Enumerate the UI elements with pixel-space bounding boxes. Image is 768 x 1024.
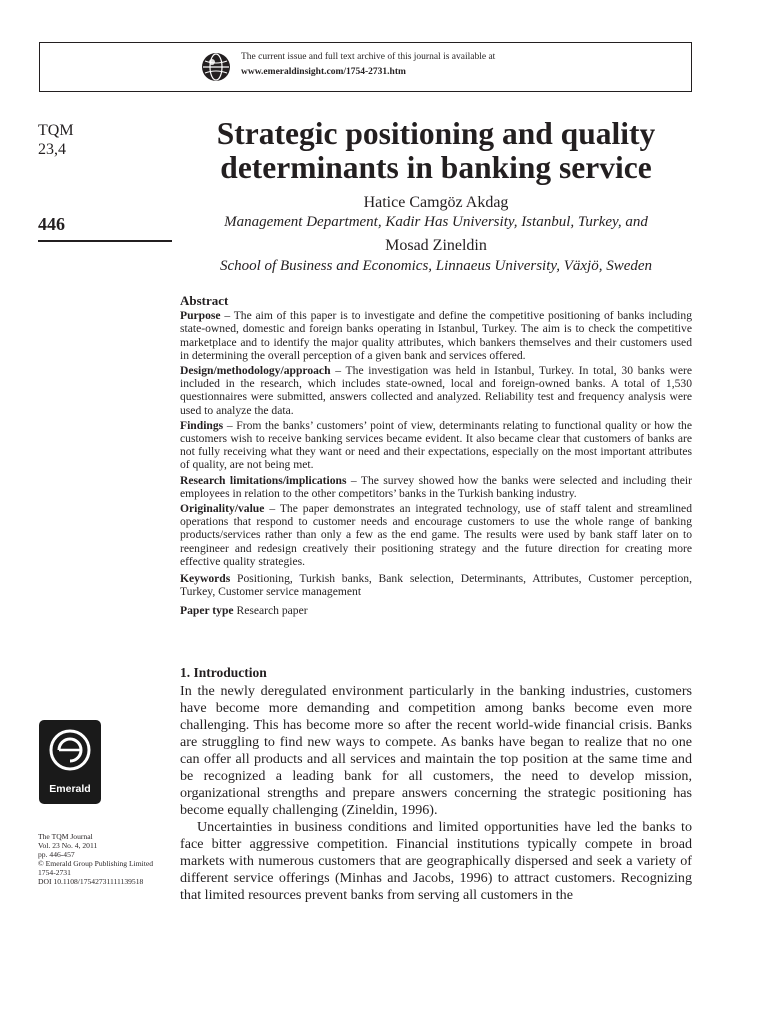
keywords-label: Keywords <box>180 572 231 586</box>
pubinfo-volume: Vol. 23 No. 4, 2011 <box>38 841 98 850</box>
publication-info <box>38 832 178 886</box>
pubinfo-doi: DOI 10.1108/17542731111139518 <box>38 877 144 886</box>
findings-text: – From the banks’ customers’ point of view, determinants relating to functional quality or how the customers wish to receive banking services became evident. It also became clear that customers of banks are not fully receiving what they want or need and their expectations, especially on the most important attributes of quality, are not being met. <box>180 418 692 472</box>
abstract-purpose <box>180 309 692 362</box>
banner-availability-text: The current issue and full text archive of this journal is available at <box>241 52 496 62</box>
introduction-body <box>180 683 692 904</box>
page-number-rule <box>38 240 172 242</box>
abstract-heading: Abstract <box>180 293 229 308</box>
title-line-2: determinants in banking service <box>220 150 652 185</box>
journal-banner <box>39 42 692 92</box>
journal-abbrev: TQM <box>38 122 74 139</box>
purpose-label: Purpose <box>180 309 221 323</box>
globe-icon <box>201 52 231 82</box>
limitations-text: – The survey showed how the banks were selected and including their employees in relation to the other competitors’ banks in the Turkish banking industry. <box>180 473 692 500</box>
abstract-findings <box>180 419 692 472</box>
abstract <box>180 294 692 620</box>
intro-paragraph-1: In the newly deregulated environment particularly in the banking industries, customers have become more demanding and competition among banks become even more challenging. This has become more so after the recent world-wide financial crisis. Banks are struggling to find new ways to compete. As banks have began to realize that no one can offer all products and all services and maintain the top position at the same time and be recognized a leading bank for all customers, the need to develop mission, organizational strengths and prepare answers concerning the strategic positioning has become equally challenging (Zineldin, 1996). <box>180 683 692 818</box>
banner-url-link[interactable]: www.emeraldinsight.com/1754-2731.htm <box>241 67 406 77</box>
paper-title <box>180 117 692 185</box>
abstract-paper-type <box>180 604 692 617</box>
abstract-originality <box>180 502 692 568</box>
findings-label: Findings <box>180 418 224 432</box>
author-name-2: Mosad Zineldin <box>385 237 487 254</box>
page-number: 446 <box>38 214 65 234</box>
emerald-logo-text: Emerald <box>49 783 91 795</box>
paper-type-label: Paper type <box>180 604 234 618</box>
limitations-label: Research limitations/implications <box>180 473 347 487</box>
abstract-design <box>180 364 692 417</box>
title-line-1: Strategic positioning and quality <box>216 116 656 151</box>
pubinfo-copyright: © Emerald Group Publishing Limited <box>38 859 154 868</box>
paper-type-text: Research paper <box>233 604 308 618</box>
abstract-limitations <box>180 474 692 500</box>
originality-label: Originality/value <box>180 502 265 516</box>
design-text: – The investigation was held in Istanbul, Turkey. In total, 30 banks were included in the research, which includes state-owned, local and foreign-owned banks. A total of 1,530 questionnaires were submitted, answers collected and analyzed. Reliability test and frequency analysis were used to analyze the data. <box>180 364 692 417</box>
emerald-logo-mark-icon <box>39 720 101 782</box>
journal-code <box>38 121 173 159</box>
section-heading-introduction: 1. Introduction <box>180 665 267 680</box>
author-affiliation-1: Management Department, Kadir Has University, Istanbul, Turkey, and <box>224 214 648 230</box>
author-affiliation-2: School of Business and Economics, Linnaeus University, Växjö, Sweden <box>219 258 653 274</box>
purpose-text: – The aim of this paper is to investigate and define the competitive positioning of banks including state-owned, domestic and foreign banks operating in Istanbul, Turkey. The aim is to check the competitive marketplace and to identify the major quality attributes, which bankers themselves and their customers used in determining the overall perception of a given bank and services offered. <box>180 309 692 362</box>
originality-text: – The paper demonstrates an integrated technology, use of staff talent and streamlined operations that respond to customer needs and encourage customers to use the whole range of banking products/services rather than only a few as the end game. The results were used by bank staff later on to reengineer and redesign creatively their positioning strategy and the future direction for creating more effective quality strategies. <box>180 502 692 568</box>
pubinfo-journal: The TQM Journal <box>38 832 93 841</box>
emerald-logo <box>39 720 101 804</box>
keywords-text: Positioning, Turkish banks, Bank selection, Determinants, Attributes, Customer perception, Turkey, Customer service management <box>180 572 692 599</box>
abstract-keywords <box>180 572 692 598</box>
pubinfo-issn: 1754-2731 <box>38 868 71 877</box>
journal-volume: 23,4 <box>38 141 66 158</box>
intro-paragraph-2: Uncertainties in business conditions and limited opportunities have led the banks to face bitter aggressive competition. Financial institutions typically compete in broad markets with numerous customers that are geographically dispersed and seek a variety of different service offerings (Minhas and Jacobs, 1996) to attract customers. Recognizing that limited resources prevent banks from serving all customers in the <box>180 819 692 903</box>
pubinfo-pages: pp. 446-457 <box>38 850 75 859</box>
author-name-1: Hatice Camgöz Akdag <box>363 194 509 211</box>
design-label: Design/methodology/approach <box>180 364 331 378</box>
